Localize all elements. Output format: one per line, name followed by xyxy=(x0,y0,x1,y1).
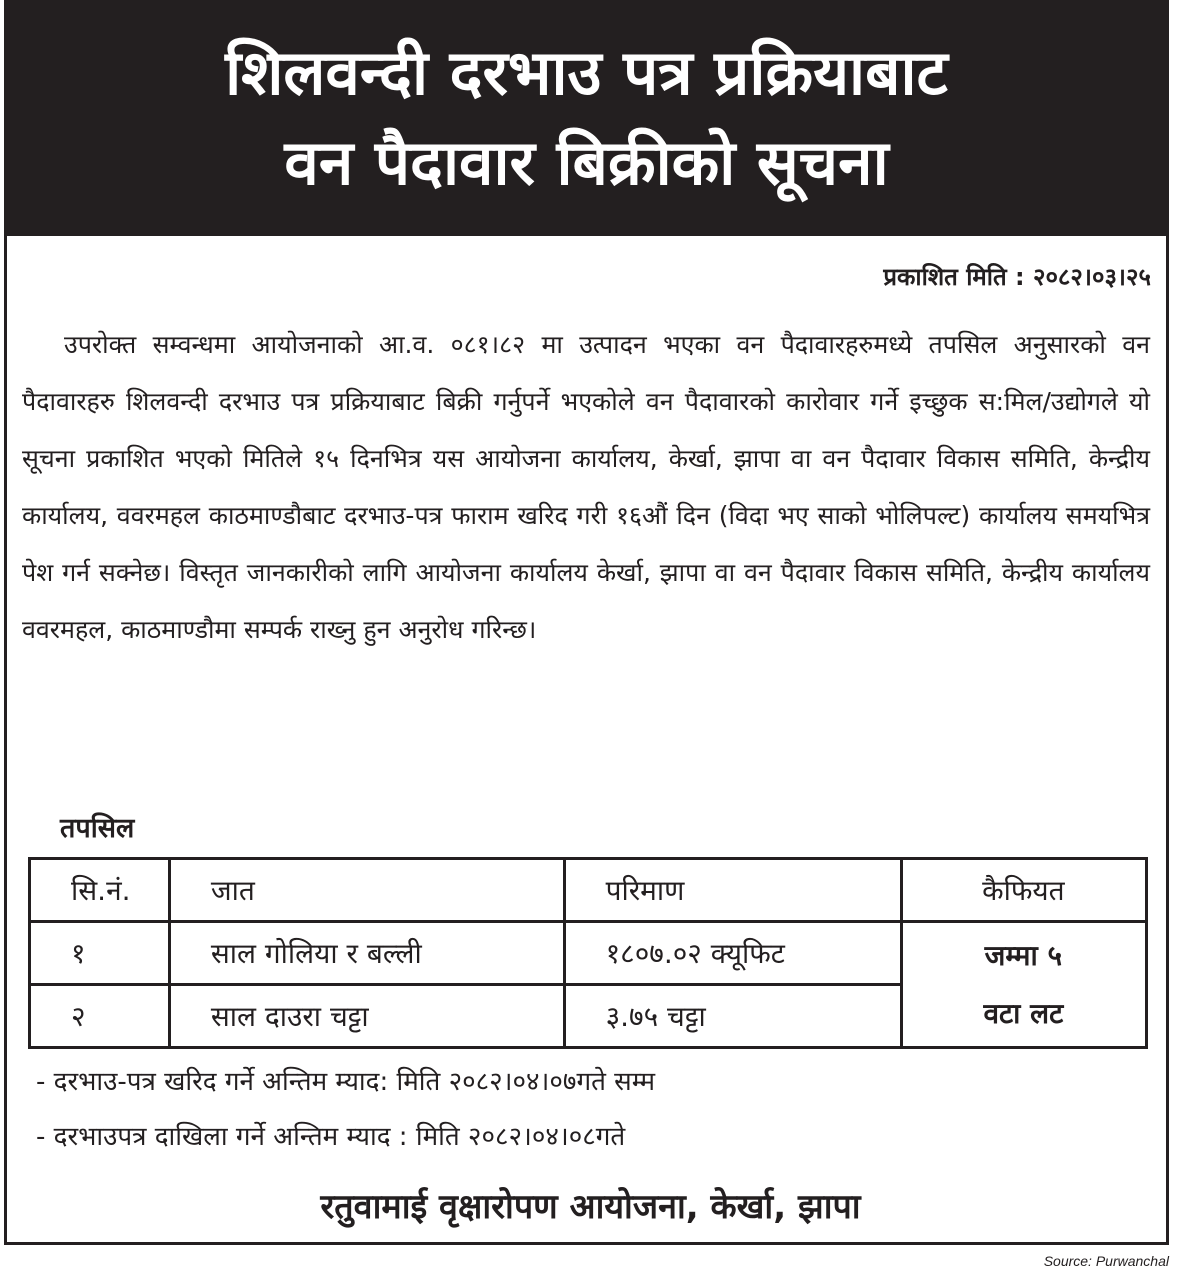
title-line-1: शिलवन्दी दरभाउ पत्र प्रक्रियाबाट xyxy=(225,36,948,109)
row-species: साल दाउरा चट्टा xyxy=(169,985,564,1048)
header-sn: सि.नं. xyxy=(30,859,170,922)
header-remarks: कैफियत xyxy=(901,859,1146,922)
remarks-line-2: वटा लट xyxy=(983,996,1064,1030)
table-row xyxy=(30,922,1147,985)
deadline-purchase: - दरभाउ-पत्र खरिद गर्ने अन्तिम म्याद: मिति २०८२।०४।०७गते सम्म xyxy=(36,1067,656,1097)
remarks-line-1: जम्मा ५ xyxy=(984,938,1063,972)
body-paragraph: उपरोक्त सम्वन्धमा आयोजनाको आ.व. ०८१।८२ मा उत्पादन भएका वन पैदावारहरुमध्ये तपसिल अनुसारको वन पैदावारहरु शिलवन्दी दरभाउ पत्र प्रक्रियाबाट बिक्री गर्नुपर्ने भएकोले वन पैदावारको कारोवार गर्ने इच्छुक स:मिल/उद्योगले यो सूचना प्रकाशित भएको मितिले १५ दिनभित्र यस आयोजना कार्यालय, केर्खा, झापा वा वन पैदावार विकास समिति, केन्द्रीय कार्यालय, ववरमहल काठमाण्डौबाट दरभाउ-पत्र फाराम खरिद गरी १६औं दिन (विदा भए साको भोलिपल्ट) कार्यालय समयभित्र पेश गर्न सक्नेछ। विस्तृत जानकारीको लागि आयोजना कार्यालय केर्खा, झापा वा वन पैदावार विकास समिति, केन्द्रीय कार्यालय ववरमहल, काठमाण्डौमा सम्पर्क राख्नु हुन अनुरोध गरिन्छ। xyxy=(22,330,1150,644)
published-date: प्रकाशित मिति : २०८२।०३।२५ xyxy=(883,263,1151,291)
row-quantity: १८०७.०२ क्यूफिट xyxy=(564,922,901,985)
header-quantity: परिमाण xyxy=(564,859,901,922)
row-sn: १ xyxy=(30,922,170,985)
deadline-submission: - दरभाउपत्र दाखिला गर्ने अन्तिम म्याद : मिति २०८२।०४।०८गते xyxy=(36,1122,626,1152)
schedule-heading: तपसिल xyxy=(60,813,135,844)
organization-name: रतुवामाई वृक्षारोपण आयोजना, केर्खा, झापा xyxy=(320,1187,861,1227)
notice-body xyxy=(22,316,1150,658)
header-species: जात xyxy=(169,859,564,922)
schedule-table xyxy=(28,857,1148,1049)
title-line-2: वन पैदावार बिक्रीको सूचना xyxy=(284,126,889,199)
row-species: साल गोलिया र बल्ली xyxy=(169,922,564,985)
row-sn: २ xyxy=(30,985,170,1048)
table-header-row xyxy=(30,859,1147,922)
remarks-cell xyxy=(901,922,1146,1048)
row-quantity: ३.७५ चट्टा xyxy=(564,985,901,1048)
source-credit: Source: Purwanchal xyxy=(1043,1253,1169,1269)
notice-header xyxy=(4,0,1169,236)
